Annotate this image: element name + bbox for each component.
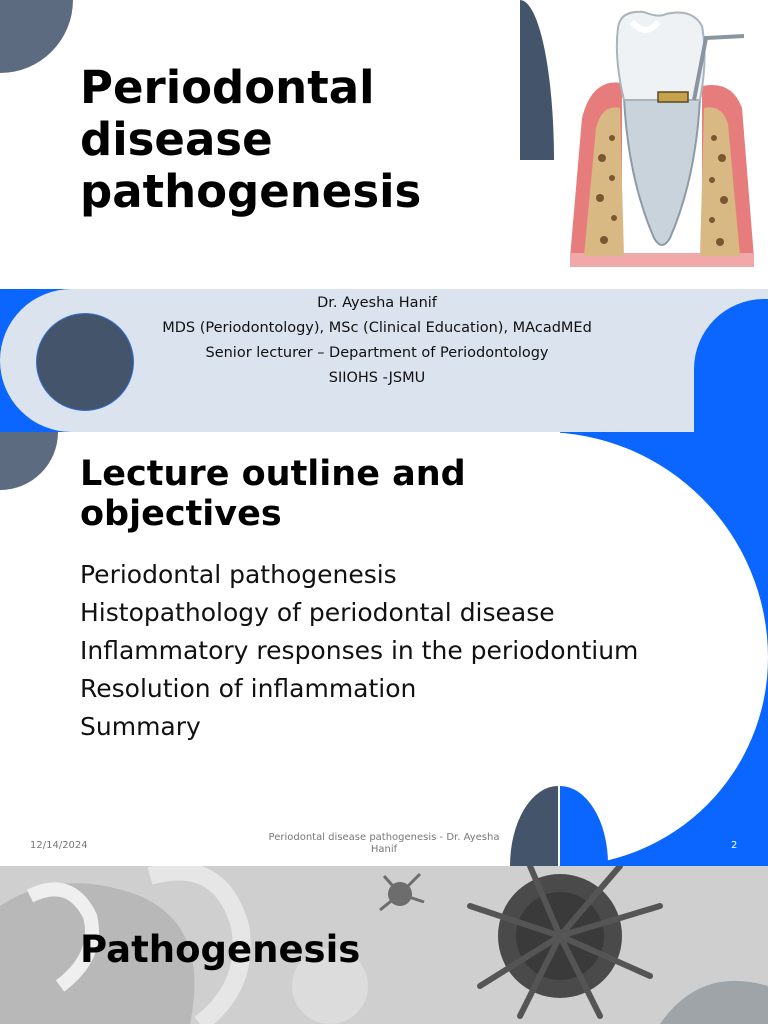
list-item: Periodontal pathogenesis: [80, 560, 397, 589]
slide-3: [0, 866, 768, 1024]
slide-3-title: Pathogenesis: [80, 928, 361, 971]
decor-arc: [520, 0, 554, 160]
slide-2: [0, 432, 768, 866]
presenter-position: Senior lecturer – Department of Periodontology: [205, 345, 549, 361]
presenter-name: Dr. Ayesha Hanif: [317, 295, 437, 311]
footer-title: Periodontal disease pathogenesis - Dr. Ayesha Hanif: [268, 832, 500, 855]
list-item: Summary: [80, 712, 201, 741]
slide-1: [0, 0, 768, 289]
slide-2-title: Lecture outline and objectives: [80, 454, 466, 534]
presenter-degrees: MDS (Periodontology), MSc (Clinical Education), MAcadMEd: [162, 320, 592, 336]
presenter-institution: SIIOHS -JSMU: [328, 370, 426, 386]
footer-date: 12/14/2024: [30, 840, 88, 851]
presenter-band: [0, 289, 768, 432]
slide-1-title: Periodontal disease pathogenesis: [80, 61, 422, 218]
list-item: Histopathology of periodontal disease: [80, 598, 555, 627]
list-item: Resolution of inflammation: [80, 674, 417, 703]
outline-list: [80, 560, 640, 750]
page-number: 2: [731, 840, 738, 851]
decor-corner-circle: [0, 0, 73, 73]
list-item: Inflammatory responses in the periodontium: [80, 636, 639, 665]
presenter-info: [0, 291, 754, 391]
tooth-cross-section-icon: [562, 8, 762, 270]
